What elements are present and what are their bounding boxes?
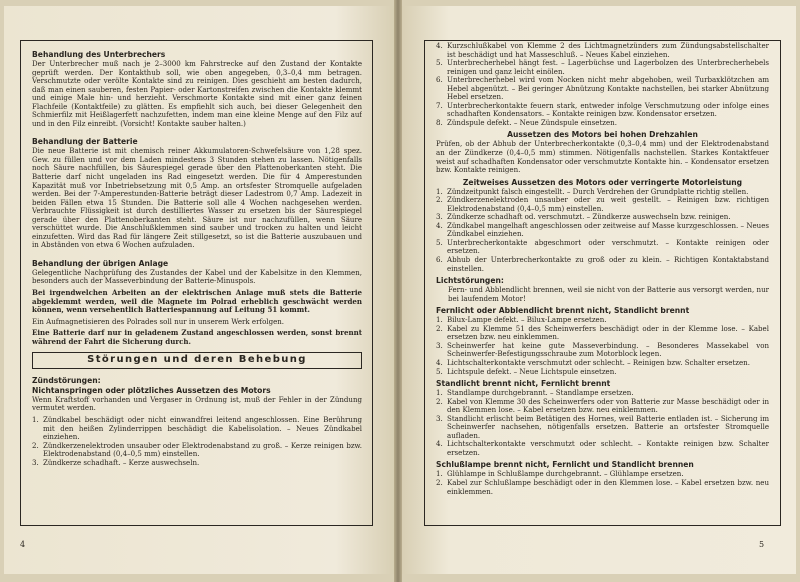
item-number: 1. <box>436 469 443 479</box>
item-number: 4. <box>436 357 443 367</box>
heading-aussetzen: Aussetzen des Motors bei hohen Drehzahlen <box>507 130 698 140</box>
list-fernlicht <box>436 316 769 376</box>
list-zeitweises <box>436 188 769 273</box>
item-number: 5. <box>436 58 443 68</box>
item-text: Unterbrecherhebel wird vom Nocken nicht mehr abgehoben, weil Turbaxklötzchen am Hebel abgenützt. – Bei geringer Abnützung Kontakte nachstellen, bei starker Abnützung Hebel ersetzen. <box>447 75 769 102</box>
heading-zuendstoerungen: Zündstörungen: <box>32 375 101 385</box>
item-number: 7. <box>436 100 443 110</box>
heading-lichtstoerungen: Lichtstörungen: <box>436 276 504 286</box>
item-text: Zündkerze schadhaft od. verschmutzt. – Zündkerze auswechseln bzw. reinigen. <box>447 212 731 222</box>
item-number: 6. <box>436 75 443 85</box>
item-number: 1. <box>32 414 39 424</box>
item-text: Unterbrecherhebel hängt fest. – Lagerbüchse und Lagerbolzen des Unterbrecherhebels reinigen und ganz leicht einölen. <box>447 58 769 76</box>
list-item <box>436 398 769 415</box>
item-text: Lichtschalterkontakte verschmutzt oder schlecht. – Kontakte reinigen bzw. Schalter ersetzen. <box>447 439 769 457</box>
list-zuend-continued <box>436 42 769 127</box>
page-number-left: 4 <box>20 540 26 549</box>
item-number: 2. <box>436 323 443 333</box>
list-item <box>436 256 769 273</box>
item-text: Kabel zur Schlußlampe beschädigt oder in den Klemmen lose. – Kabel ersetzen bzw. neu einklemmen. <box>447 477 769 496</box>
item-number: 3. <box>436 340 443 350</box>
list-standlicht <box>436 389 769 457</box>
text-anlage: Gelegentliche Nachprüfung des Zustandes der Kabel und der Kabelsitze in den Klemmen, besonders auch der Masseverbindung der Batterie-Minuspols. <box>32 267 362 286</box>
page-number-right: 5 <box>759 540 765 549</box>
list-item <box>436 368 769 377</box>
item-text: Zündkerzenelektroden unsauber oder Elektrodenabstand zu groß. – Kerze reinigen bzw. Elektrodenabstand (0,4–0,5 mm) einstellen. <box>43 440 362 459</box>
item-text: Lichtschalterkontakte verschmutzt oder schlecht. – Reinigen bzw. Schalter ersetzen. <box>447 357 750 367</box>
item-number: 1. <box>436 315 443 325</box>
heading-schlusslampe: Schlußlampe brennt nicht, Fernlicht und Standlicht brennen <box>436 460 694 470</box>
heading-fernlicht: Fernlicht oder Abblendlicht brennt nicht, Standlicht brennt <box>436 306 690 316</box>
section-banner: Störungen und deren Behebung <box>32 352 362 369</box>
item-text: Glühlampe in Schlußlampe durchgebrannt. – Glühlampe ersetzen. <box>447 469 684 479</box>
warning-batterie-abklemmen: Bei irgendwelchen Arbeiten an der elektrischen Anlage muß stets die Batterie abgeklemmt werden, weil die Magnete im Polrad erheblich geschwächt werden können, wenn versehentlich Batteriespannung auf Leitung 51 kommt. <box>32 288 362 315</box>
item-number: 8. <box>436 117 443 127</box>
list-item <box>436 479 769 496</box>
text-zuend-intro: Wenn Kraftstoff vorhanden und Vergaser in Ordnung ist, muß der Fehler in der Zündung vermutet werden. <box>32 394 362 413</box>
left-page <box>4 6 394 574</box>
list-item <box>436 325 769 342</box>
subheading-nichtanspringen: Nichtanspringen oder plötzliches Aussetzen des Motors <box>32 385 271 395</box>
item-number: 3. <box>32 457 39 467</box>
text-aufmagnetisieren: Ein Aufmagnetisieren des Polrades soll nur in unserem Werk erfolgen. <box>32 316 285 326</box>
item-text: Standlampe durchgebrannt. – Standlampe ersetzen. <box>447 388 634 398</box>
item-text: Unterbrecherkontakte feuern stark, entweder infolge Verschmutzung oder infolge eines schadhaften Kondensators. – Kontakte reinigen bzw. Kondensator ersetzen. <box>447 100 769 119</box>
list-item <box>32 442 362 459</box>
item-number: 1. <box>436 388 443 398</box>
item-number: 5. <box>436 366 443 376</box>
warning-sicherung: Eine Batterie darf nur in geladenem Zustand angeschlossen werden, sonst brennt während der Fahrt die Sicherung durch. <box>32 328 362 346</box>
item-text: Scheinwerfer hat keine gute Masseverbindung. – Besonderes Massekabel von Scheinwerfer-Befestigungsschraube zum Motorblock legen. <box>447 340 769 359</box>
text-aussetzen: Prüfen, ob der Abhub der Unterbrecherkontakte (0,3–0,4 mm) und der Elektrodenabstand an der Zündkerze (0,4–0,5 mm) stimmen. Nötigenfalls nachstellen. Starkes Kontaktfeuer weist auf schadhaften Kondensator oder verschmutzte Kontakte hin. – Kondensator ersetzen bzw. Kontakte reinigen. <box>436 139 769 175</box>
item-number: 5. <box>436 237 443 247</box>
item-text: Lichtspule defekt. – Neue Lichtspule einsetzen. <box>447 366 617 376</box>
item-number: 2. <box>436 396 443 406</box>
item-text: Zündspule defekt. – Neue Zündspule einsetzen. <box>447 117 617 127</box>
item-text: Kurzschlußkabel von Klemme 2 des Lichtmagnetzünders zum Zündungsabstellschalter ist beschädigt und hat Masseschluß. – Neues Kabel einziehen. <box>447 42 769 59</box>
book-fold <box>394 0 402 582</box>
item-number: 3. <box>436 212 443 222</box>
list-item <box>436 440 769 457</box>
heading-standlicht: Standlicht brennt nicht, Fernlicht brennt <box>436 379 611 389</box>
item-number: 3. <box>436 413 443 423</box>
item-number: 2. <box>436 477 443 487</box>
list-item <box>436 119 769 128</box>
item-number: 4. <box>436 220 443 230</box>
item-number: 1. <box>436 186 443 196</box>
heading-zeitweises: Zeitweises Aussetzen des Motors oder verringerte Motorleistung <box>462 177 743 187</box>
list-item <box>436 196 769 213</box>
right-page-content <box>436 42 769 520</box>
item-text: Zündkerze schadhaft. – Kerze auswechseln. <box>43 457 200 467</box>
list-zuendstoerungen <box>32 416 362 467</box>
heading-unterbrecher: Behandlung des Unterbrechers <box>32 50 166 59</box>
item-text: Zündzeitpunkt falsch eingestellt. – Durch Verdrehen der Grundplatte richtig stellen. <box>447 186 749 196</box>
item-text: Zündkerzenelektroden unsauber oder zu weit gestellt. – Reinigen bzw. richtigen Elektrodenabstand (0,4–0,5 mm) einstellen. <box>447 195 769 213</box>
item-text: Abhub der Unterbrecherkontakte zu groß oder zu klein. – Richtigen Kontaktabstand einstellen. <box>447 255 769 273</box>
list-schlusslampe <box>436 470 769 496</box>
right-page <box>402 6 796 574</box>
left-page-content <box>32 50 362 520</box>
list-item <box>436 342 769 359</box>
item-text: Standlicht erlischt beim Betätigen des Hornes, weil Batterie entladen ist. – Sicherung im Scheinwerfer nachsehen, nötigenfalls ersetzen. Batterie an ortsfester Stromquelle aufladen. <box>447 413 769 440</box>
item-number: 2. <box>32 440 39 450</box>
item-text: Kabel zu Klemme 51 des Scheinwerfers beschädigt oder in der Klemme lose. – Kabel ersetzen bzw. neu einklemmen. <box>447 323 769 342</box>
heading-anlage: Behandlung der übrigen Anlage <box>32 258 169 268</box>
item-text: Zündkabel mangelhaft angeschlossen oder zeitweise auf Masse kurzgeschlossen. – Neues Zündkabel einziehen. <box>447 220 769 239</box>
text-unterbrecher: Der Unterbrecher muß nach je 2–3000 km Fahrstrecke auf den Zustand der Kontakte geprüft werden. Der Kontakthub soll, wie oben angegeben, 0,3–0,4 mm betragen. Verschmutzte oder verölte Kontakte sind zu reinigen. Dies geschieht am besten dadurch, daß man einen sauberen, festen Papier- oder Kartonstreifen zwischen die Kontakte klemmt und einige Male hin- und herzieht. Verschmorte Kontakte sind mit einer ganz feinen Flachfeile (Kontaktfeile) zu glätten. Es empfiehlt sich auch, bei dieser Gelegenheit den Schmierfilz mit Heißlagerfett nachzufetten, indem man eine kleine Menge auf den Filz auf und in den Filz einreibt. (Vorsicht! Kontakte sauber halten.) <box>32 59 362 128</box>
item-text: Zündkabel beschädigt oder nicht einwandfrei leitend angeschlossen. Eine Berührung mit den heißen Zylinderrippen beschädigt die Kabelisolation. – Neues Zündkabel einziehen. <box>43 414 362 442</box>
list-item <box>436 222 769 239</box>
text-batterie: Die neue Batterie ist mit chemisch reiner Akkumulatoren-Schwefelsäure von 1,28 spez. Gew. zu füllen und vor dem Laden mindestens 3 Stunden stehen zu lassen. Nötigenfalls noch Säure nachfüllen, bis Säurespiegel gerade über den Plattenoberkanten steht. Die Batterie darf nicht ungeladen ins Rad eingesetzt werden. Die für 4 Amperestunden Kapazität muß vor Inbetriebsetzung mit 0,5 Amp. an ortsfester Stromquelle aufgeladen werden. Bei der 7-Amperestunden-Batterie beträgt dieser Ladestrom 0,7 Amp. Ladezeit in beiden Fällen etwa 15 Stunden. Die Batterie soll alle 4 Wochen nachgesehen werden. Verbrauchte Flüssigkeit ist durch destilliertes Wasser zu ersetzen bis der Säurespiegel gerade über den Plattenoberkanten steht. Säure ist nur nachzufüllen, wenn Säure verschüttet wurde. Die Anschlußklemmen sind sauber und trocken zu halten und leicht einzufetten. Wird das Rad für längere Zeit stillgesetzt, so ist die Batterie auszubauen und in Abständen von etwa 6 Wochen aufzuladen. <box>32 146 362 250</box>
list-item <box>436 76 769 102</box>
list-item <box>436 59 769 76</box>
list-item <box>436 415 769 441</box>
list-item <box>436 42 769 59</box>
item-number: 4. <box>436 42 443 50</box>
text-licht-intro: Fern- und Abblendlicht brennen, weil sie nicht von der Batterie aus versorgt werden, nur bei laufendem Motor! <box>448 285 769 303</box>
item-number: 2. <box>436 195 443 205</box>
list-item <box>436 102 769 119</box>
item-text: Unterbrecherkontakte abgeschmort oder verschmutzt. – Kontakte reinigen oder ersetzen. <box>447 237 769 256</box>
item-text: Kabel von Klemme 30 des Scheinwerfers oder von Batterie zur Masse beschädigt oder in den Klemmen lose. – Kabel ersetzen bzw. neu einklemmen. <box>447 396 769 415</box>
item-number: 4. <box>436 439 443 449</box>
heading-batterie: Behandlung der Batterie <box>32 137 138 147</box>
item-text: Bilux-Lampe defekt. – Bilux-Lampe ersetzen. <box>447 315 607 325</box>
list-item <box>32 459 362 468</box>
list-item <box>436 239 769 256</box>
item-number: 6. <box>436 255 443 265</box>
list-item <box>32 416 362 442</box>
